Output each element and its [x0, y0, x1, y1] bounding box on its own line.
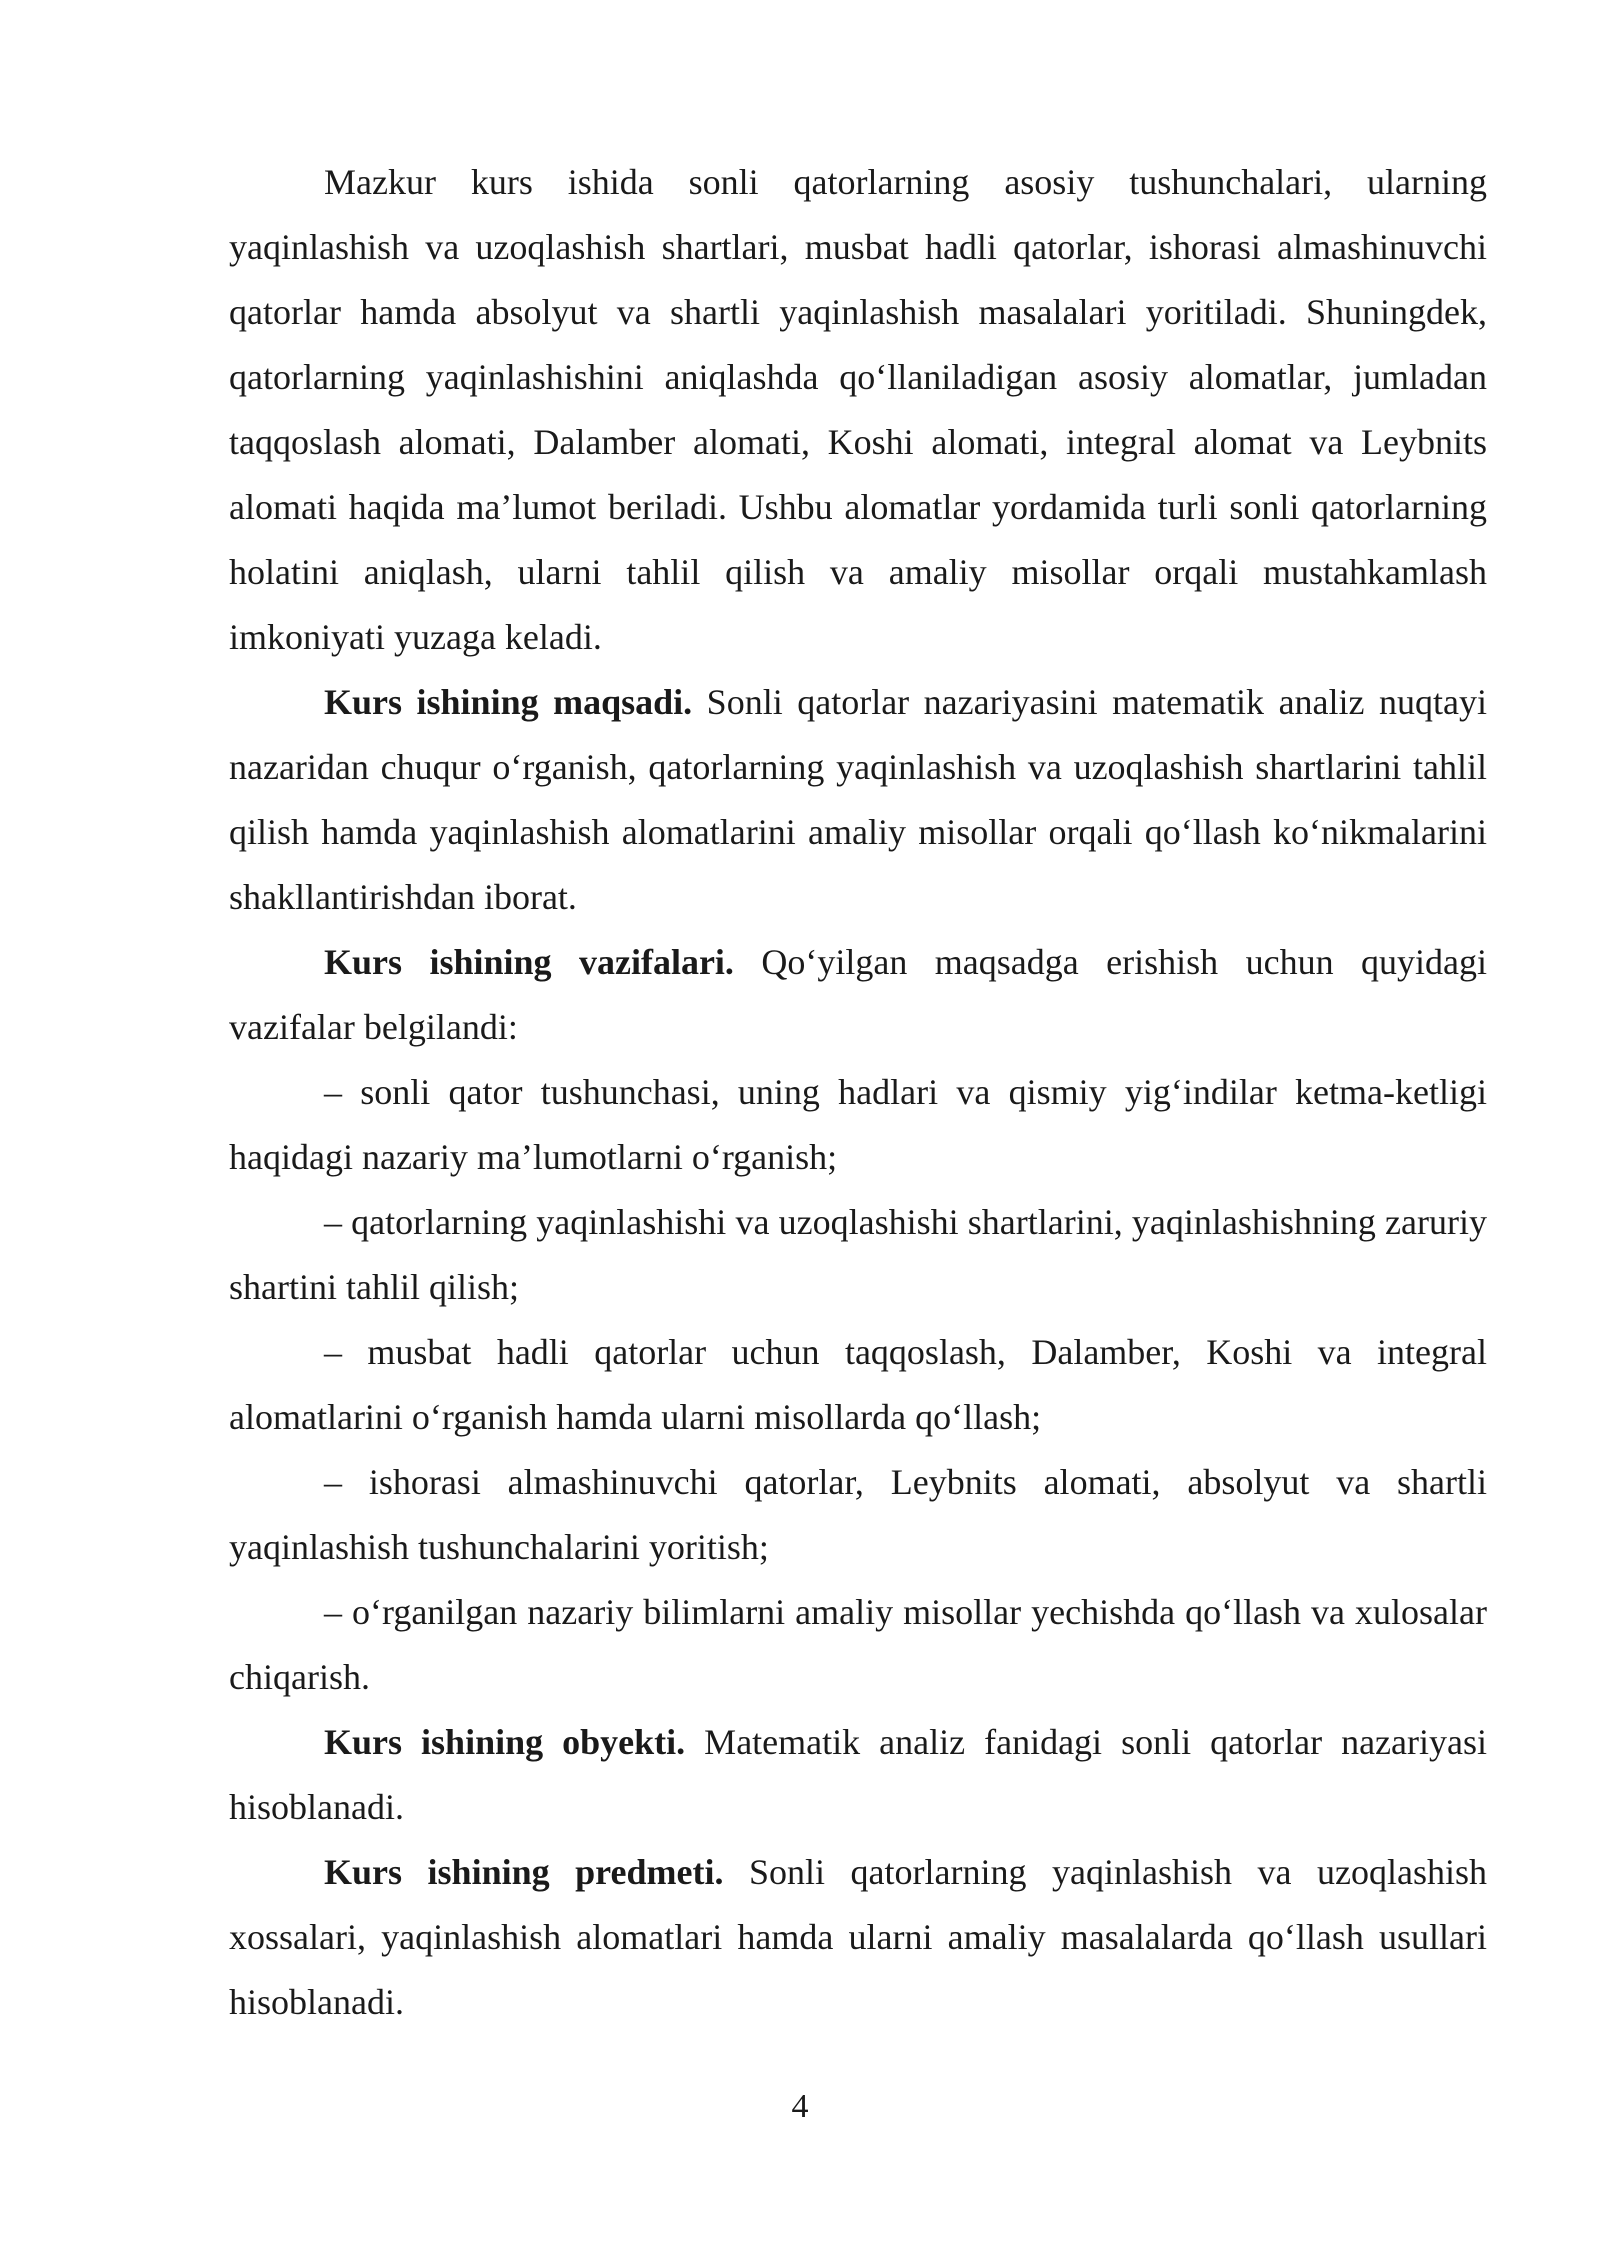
object-paragraph — [229, 1710, 1487, 1840]
subject-text: Sonli qatorlarning yaqinlashish va uzoqlashish xossalari, yaqinlashish alomatlari hamda ularni amaliy masalalarda qo‘llash usullari hisoblanadi. — [229, 1852, 1487, 2022]
tasks-paragraph — [229, 930, 1487, 1060]
body-text — [229, 150, 1487, 2035]
tasks-list — [229, 1060, 1487, 1710]
tasks-list-item: – sonli qator tushunchasi, uning hadlari va qismiy yig‘indilar ketma-ketligi haqidagi nazariy ma’lumotlarni o‘rganish; — [229, 1072, 1487, 1177]
tasks-list-item: – musbat hadli qatorlar uchun taqqoslash, Dalamber, Koshi va integral alomatlarini o‘rganish hamda ularni misollarda qo‘llash; — [229, 1332, 1487, 1437]
intro-paragraph: Mazkur kurs ishida sonli qatorlarning asosiy tushunchalari, ularning yaqinlashish va uzoqlashish shartlari, musbat hadli qatorlar, ishorasi almashinuvchi qatorlar hamda absolyut va shartli yaqinlashish masalalari yoritiladi. Shuningdek, qatorlarning yaqinlashishini aniqlashda qo‘llaniladigan asosiy alomatlar, jumladan taqqoslash alomati, Dalamber alomati, Koshi alomati, integral alomat va Leybnits alomati haqida ma’lumot beriladi. Ushbu alomatlar yordamida turli sonli qatorlarning holatini aniqlash, ularni tahlil qilish va amaliy misollar orqali mustahkamlash imkoniyati yuzaga keladi. — [229, 162, 1487, 657]
tasks-list-item: – o‘rganilgan nazariy bilimlarni amaliy misollar yechishda qo‘llash va xulosalar chiqarish. — [229, 1592, 1487, 1697]
object-text: Matematik analiz fanidagi sonli qatorlar nazariyasi hisoblanadi. — [229, 1722, 1487, 1827]
page-number: 4 — [791, 2088, 809, 2125]
tasks-text: Qo‘yilgan maqsadga erishish uchun quyidagi vazifalar belgilandi: — [229, 942, 1488, 1047]
tasks-list-item: – ishorasi almashinuvchi qatorlar, Leybnits alomati, absolyut va shartli yaqinlashish tushunchalarini yoritish; — [229, 1462, 1487, 1567]
goal-paragraph — [229, 670, 1487, 930]
subject-heading: Kurs ishining predmeti. — [324, 1852, 724, 1892]
tasks-heading: Kurs ishining vazifalari. — [324, 942, 734, 982]
subject-paragraph — [229, 1840, 1487, 2035]
tasks-list-item: – qatorlarning yaqinlashishi va uzoqlashishi shartlarini, yaqinlashishning zaruriy shartini tahlil qilish; — [229, 1202, 1487, 1307]
goal-heading: Kurs ishining maqsadi. — [324, 682, 693, 722]
goal-text: Sonli qatorlar nazariyasini matematik analiz nuqtayi nazaridan chuqur o‘rganish, qatorlarning yaqinlashish va uzoqlashish shartlarini tahlil qilish hamda yaqinlashish alomatlarini amaliy misollar orqali qo‘llash ko‘nikmalarini shakllantirishdan iborat. — [229, 682, 1488, 917]
object-heading: Kurs ishining obyekti. — [324, 1722, 686, 1762]
